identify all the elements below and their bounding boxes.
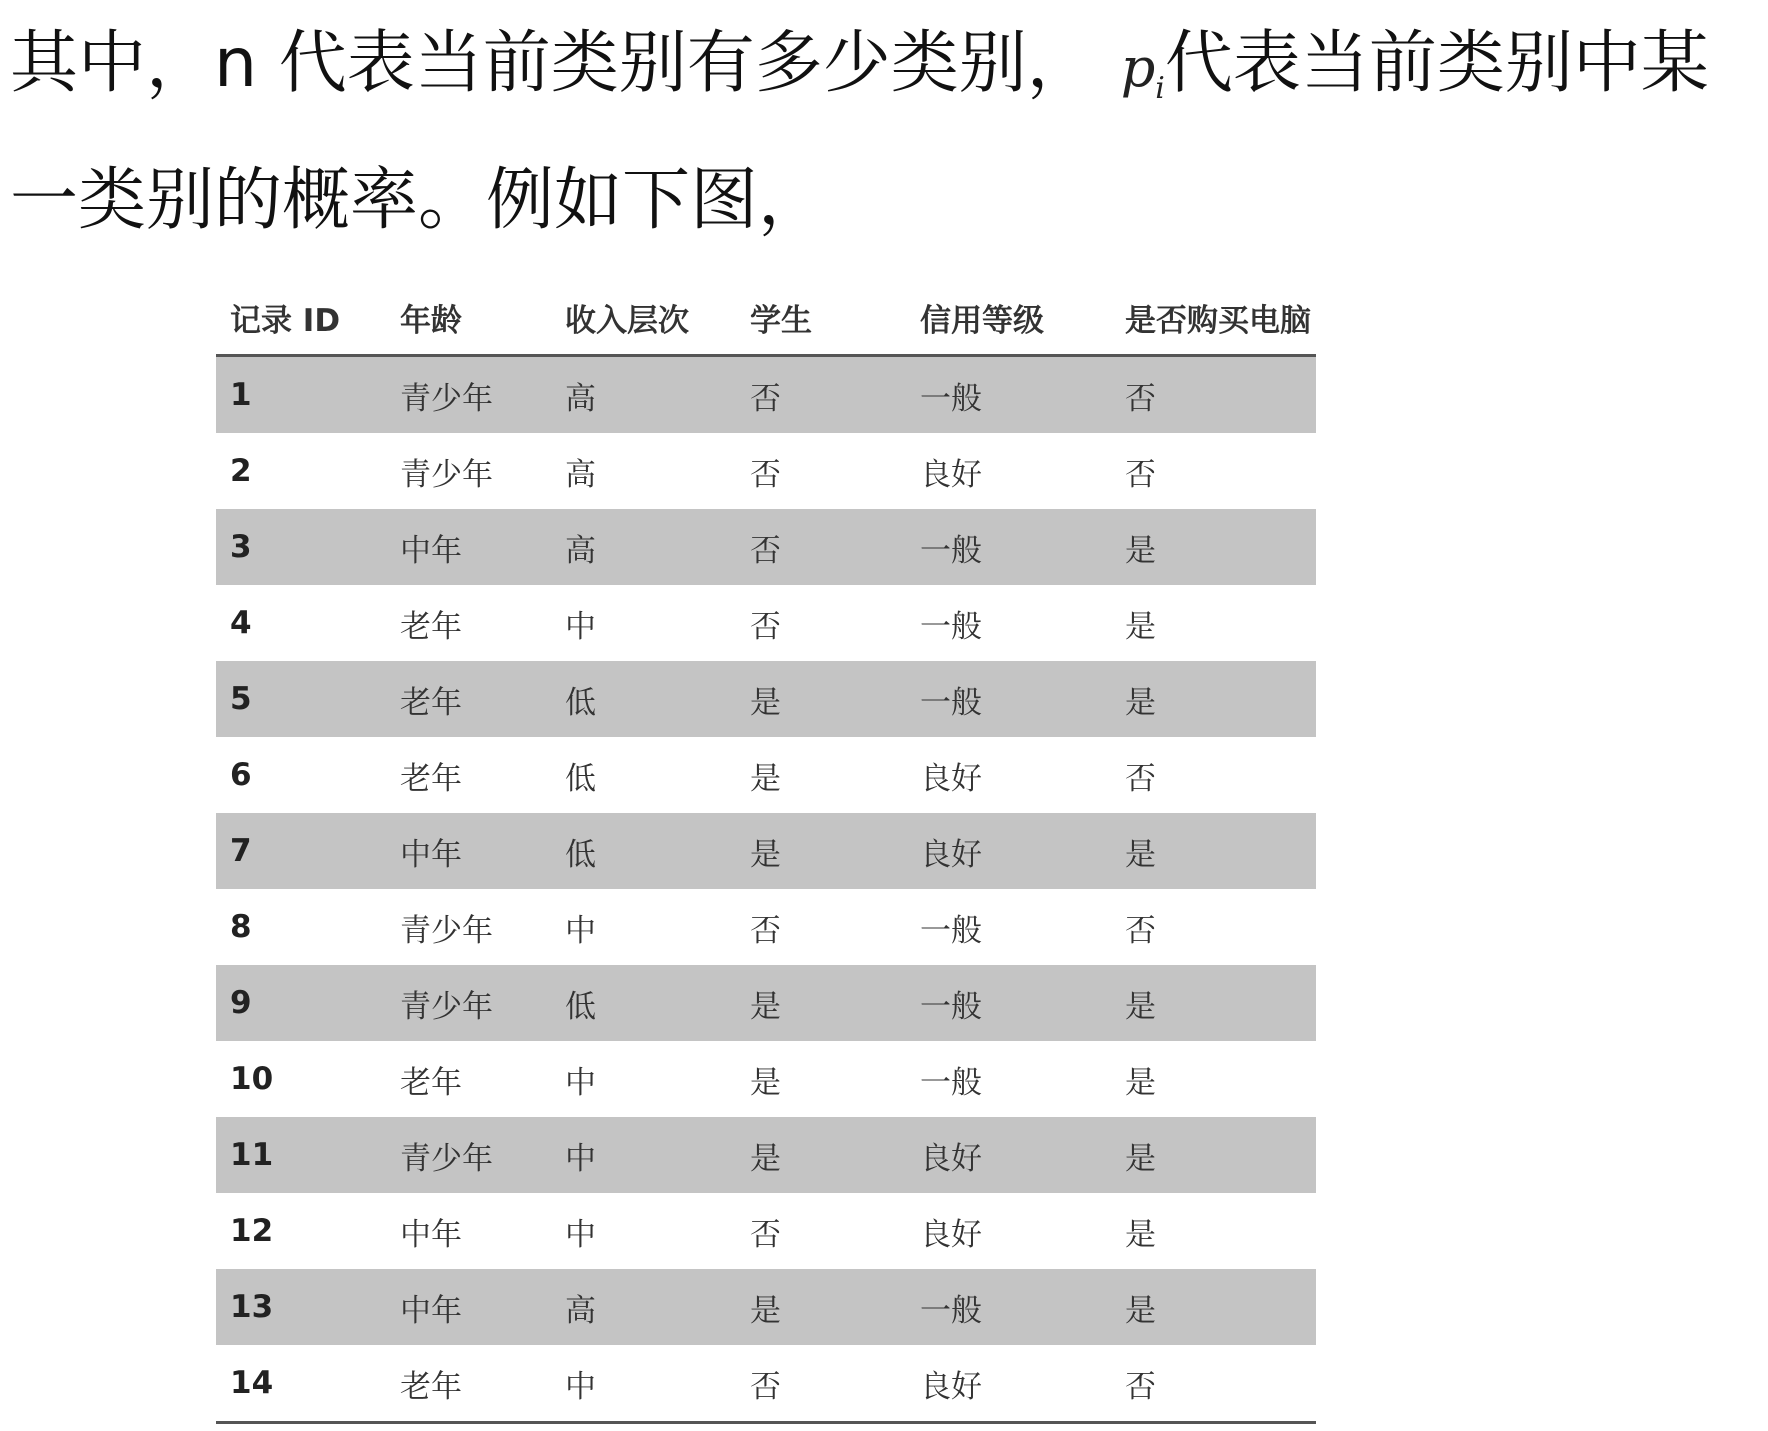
data-table xyxy=(216,280,1316,1424)
table-cell: 良好 xyxy=(920,1216,982,1253)
table-cell: 一般 xyxy=(920,608,982,645)
table-cell: 青少年 xyxy=(386,356,551,434)
table-header-row xyxy=(216,280,1316,356)
column-header: 信用等级 xyxy=(906,280,1111,356)
table-row xyxy=(216,889,1316,965)
table-row xyxy=(216,356,1316,434)
table-cell: 一般 xyxy=(920,1064,982,1101)
table-cell: 否 xyxy=(736,1345,906,1423)
table-cell: 是 xyxy=(736,965,906,1041)
table-cell: 是 xyxy=(1125,1216,1156,1253)
table-cell: 高 xyxy=(551,509,736,585)
table-cell: 中年 xyxy=(386,813,551,889)
table-cell: 低 xyxy=(551,965,736,1041)
math-variable xyxy=(1120,36,1165,106)
table-row xyxy=(216,585,1316,661)
table-cell: 青少年 xyxy=(386,965,551,1041)
column-header: 收入层次 xyxy=(551,280,736,356)
data-table-container xyxy=(216,280,1316,1424)
math-var: p xyxy=(1120,36,1156,99)
table-cell: 否 xyxy=(1125,456,1156,493)
table-row xyxy=(216,1041,1316,1117)
table-cell: 中 xyxy=(565,1064,596,1101)
math-subscript: i xyxy=(1155,70,1165,106)
table-cell-id: 4 xyxy=(230,605,252,641)
table-cell: 高 xyxy=(551,1269,736,1345)
column-header: 是否购买电脑 xyxy=(1111,280,1316,356)
table-cell: 是 xyxy=(1125,1064,1156,1101)
table-cell-id: 9 xyxy=(216,965,386,1041)
table-cell-id: 6 xyxy=(230,757,252,793)
table-cell: 老年 xyxy=(400,760,462,797)
table-cell: 良好 xyxy=(906,1117,1111,1193)
table-row xyxy=(216,661,1316,737)
table-cell: 一般 xyxy=(906,1269,1111,1345)
table-cell: 一般 xyxy=(906,661,1111,737)
table-cell: 是 xyxy=(1111,965,1316,1041)
table-cell: 否 xyxy=(1125,912,1156,949)
table-cell: 青少年 xyxy=(386,1117,551,1193)
table-row xyxy=(216,1345,1316,1423)
table-row xyxy=(216,433,1316,509)
table-row xyxy=(216,1269,1316,1345)
table-cell: 是 xyxy=(736,1117,906,1193)
table-cell: 低 xyxy=(551,661,736,737)
table-cell-id: 14 xyxy=(216,1345,386,1423)
intro-paragraph xyxy=(10,8,1760,257)
table-cell: 青少年 xyxy=(400,912,493,949)
paragraph-text-1: 其中，n 代表当前类别有多少类别， xyxy=(10,24,1095,103)
table-cell: 中 xyxy=(565,1216,596,1253)
table-cell: 否 xyxy=(750,456,781,493)
table-cell-id: 12 xyxy=(230,1213,274,1249)
table-cell: 低 xyxy=(565,760,596,797)
table-cell: 中 xyxy=(551,1345,736,1423)
table-cell: 一般 xyxy=(906,509,1111,585)
table-cell: 中 xyxy=(565,912,596,949)
table-cell: 是 xyxy=(1111,1117,1316,1193)
table-cell: 良好 xyxy=(906,813,1111,889)
table-cell: 老年 xyxy=(400,1064,462,1101)
table-cell: 是 xyxy=(750,1064,781,1101)
table-cell: 中 xyxy=(551,1117,736,1193)
table-cell-id: 3 xyxy=(216,509,386,585)
table-cell: 中年 xyxy=(386,509,551,585)
table-row xyxy=(216,509,1316,585)
table-cell: 是 xyxy=(1111,1269,1316,1345)
column-header: 记录 ID xyxy=(216,280,386,356)
table-cell-id: 7 xyxy=(216,813,386,889)
table-cell: 老年 xyxy=(400,608,462,645)
table-cell: 是 xyxy=(1125,608,1156,645)
table-cell-id: 5 xyxy=(216,661,386,737)
table-cell: 否 xyxy=(1111,356,1316,434)
column-header: 学生 xyxy=(736,280,906,356)
table-cell: 中年 xyxy=(386,1269,551,1345)
paragraph-text-2: 代表当前类别中某一类别的概率。例如下图， xyxy=(10,24,1709,240)
table-cell: 一般 xyxy=(906,356,1111,434)
table-cell: 是 xyxy=(1111,509,1316,585)
table-cell: 高 xyxy=(565,456,596,493)
table-cell-id: 11 xyxy=(216,1117,386,1193)
table-cell: 否 xyxy=(750,608,781,645)
table-row xyxy=(216,965,1316,1041)
table-cell: 否 xyxy=(736,356,906,434)
table-cell: 否 xyxy=(750,1216,781,1253)
table-cell: 是 xyxy=(736,1269,906,1345)
table-cell-id: 2 xyxy=(230,453,252,489)
table-cell: 一般 xyxy=(906,965,1111,1041)
table-cell: 老年 xyxy=(386,661,551,737)
table-body xyxy=(216,356,1316,1423)
table-cell-id: 10 xyxy=(230,1061,274,1097)
table-cell: 良好 xyxy=(920,456,982,493)
table-cell: 是 xyxy=(1111,661,1316,737)
table-cell: 否 xyxy=(1111,1345,1316,1423)
table-cell: 中 xyxy=(565,608,596,645)
table-cell: 高 xyxy=(551,356,736,434)
table-cell: 青少年 xyxy=(400,456,493,493)
table-cell: 良好 xyxy=(906,1345,1111,1423)
table-cell: 低 xyxy=(551,813,736,889)
column-header: 年龄 xyxy=(386,280,551,356)
table-cell: 是 xyxy=(750,760,781,797)
table-cell: 否 xyxy=(1125,760,1156,797)
table-cell-id: 8 xyxy=(230,909,252,945)
table-cell: 否 xyxy=(750,912,781,949)
table-cell: 是 xyxy=(736,813,906,889)
table-cell: 良好 xyxy=(920,760,982,797)
table-row xyxy=(216,1193,1316,1269)
table-row xyxy=(216,737,1316,813)
table-row xyxy=(216,1117,1316,1193)
table-cell: 老年 xyxy=(386,1345,551,1423)
table-cell-id: 1 xyxy=(216,356,386,434)
table-cell: 是 xyxy=(736,661,906,737)
table-cell: 中年 xyxy=(400,1216,462,1253)
table-row xyxy=(216,813,1316,889)
table-cell: 否 xyxy=(736,509,906,585)
table-cell-id: 13 xyxy=(216,1269,386,1345)
table-cell: 一般 xyxy=(920,912,982,949)
table-cell: 是 xyxy=(1111,813,1316,889)
